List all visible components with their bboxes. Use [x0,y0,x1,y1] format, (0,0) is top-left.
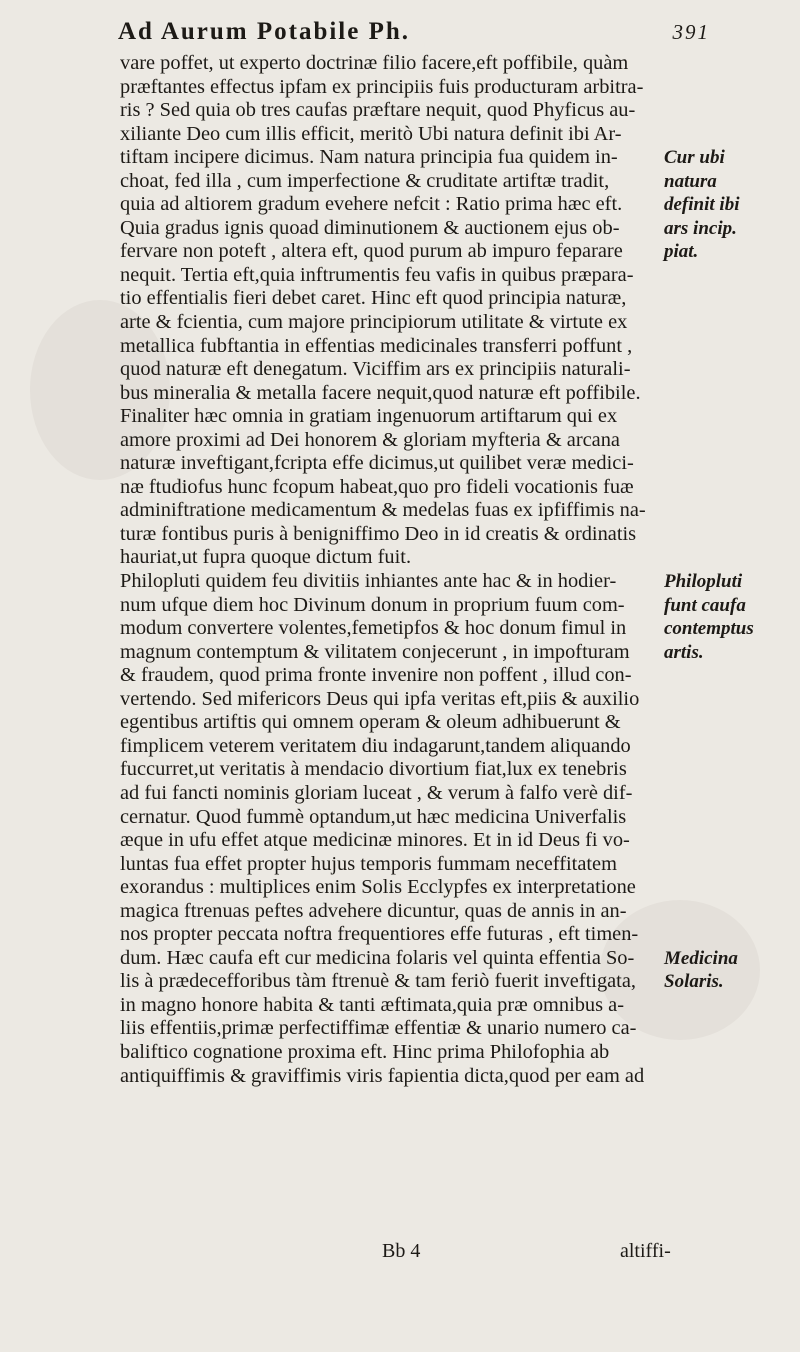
margin-spacer [664,664,792,688]
margin-spacer [664,123,792,147]
margin-note: Philopluti [664,571,743,593]
margin-spacer [664,1041,792,1065]
text-line: vertendo. Sed mifericors Deus qui ipfa veritas eft,piis & auxilio [120,687,640,710]
text-line: Quia gradus ignis quoad diminutionem & auctionem ejus ob- [120,216,620,239]
text-line: adminiftratione medicamentum & medelas fuas ex ipfiffimis na- [120,499,646,522]
margin-spacer [664,452,792,476]
text-line: choat, fed illa , cum imperfectione & cruditate artiftæ tradit, [120,169,610,192]
margin-note: natura [664,170,717,192]
text-line: metallica fubftantia in effentias medicinales transferri poffunt , [120,334,633,357]
text-line: quod naturæ eft denegatum. Viciffim ars ex principiis naturali- [120,358,631,381]
text-line: antiquiffimis & graviffimis viris fapientia dicta,quod per eam ad [120,1064,645,1087]
text-line: nos propter peccata noftra frequentiores effe futuras , eft timen- [120,923,639,946]
body-text [120,52,660,1088]
margin-spacer [664,923,792,947]
margin-spacer [664,782,792,806]
margin-spacer [664,829,792,853]
text-line: lis à prædecefforibus tàm ftrenuè & tam feriò fuerit inveftigata, [120,970,636,993]
text-line: magica ftrenuas peftes advehere dicuntur, quas de annis in an- [120,899,627,922]
text-line: turæ fontibus puris à benigniffimo Deo in id creatis & ordinatis [120,522,637,545]
text-line: hauriat,ut fupra quoque dictum fuit. [120,546,412,569]
text-line: bus mineralia & metalla facere nequit,quod naturæ eft poffibile. [120,381,641,404]
margin-note: Medicina [664,947,738,969]
text-line: cernatur. Quod fummè optandum,ut hæc medicina Univerfalis [120,805,627,828]
text-line: Philopluti quidem feu divitiis inhiantes ante hac & in hodier- [120,570,617,593]
text-line: ris ? Sed quia ob tres caufas præftare nequit, quod Phyficus au- [120,99,636,122]
margin-spacer [664,900,792,924]
text-line: modum convertere volentes,femetipfos & hoc donum fimul in [120,617,627,640]
margin-spacer [664,499,792,523]
margin-spacer [664,99,792,123]
margin-spacer [664,405,792,429]
margin-spacer [664,476,792,500]
catchword: altiffi- [620,1240,671,1262]
margin-spacer [664,52,792,76]
text-line: dum. Hæc caufa eft cur medicina folaris vel quinta effentia So- [120,946,635,969]
text-line: Finaliter hæc omnia in gratiam ingenuorum artiftarum qui ex [120,405,618,428]
margin-note: Cur ubi [664,147,725,169]
text-line: fimplicem veterem veritatem diu indagarunt,tandem aliquando [120,734,631,757]
text-line: exorandus : multiplices enim Solis Ecclypfes ex interpretatione [120,876,636,899]
margin-spacer [664,335,792,359]
text-line: quia ad altiorem gradum evehere nefcit : Ratio prima hæc eft. [120,193,623,216]
text-line: amore proximi ad Dei honorem & gloriam myfteria & arcana [120,428,620,451]
text-line: arte & fcientia, cum majore principiorum utilitate & virtute ex [120,311,628,334]
text-line: vare poffet, ut experto doctrinæ filio facere,eft poffibile, quàm [120,52,629,74]
text-line: num ufque diem hoc Divinum donum in proprium fuum com- [120,593,625,616]
text-line: xiliante Deo cum illis efficit, meritò Ubi natura definit ibi Ar- [120,122,622,145]
text-line: luntas fua effet propter hujus temporis fummam neceffitatem [120,852,617,875]
margin-spacer [664,523,792,547]
margin-spacer [664,806,792,830]
margin-note: funt caufa [664,594,746,616]
page-number: 391 [672,20,710,44]
text-line: liis effentiis,primæ perfectiffimæ effentiæ & unario numero ca- [120,1017,637,1040]
margin-spacer [664,358,792,382]
margin-spacer [664,853,792,877]
text-line: næ ftudiofus hunc fcopum habeat,quo pro fideli vocationis fuæ [120,475,634,498]
margin-spacer [664,688,792,712]
margin-spacer [664,994,792,1018]
text-line: egentibus artiftis qui omnem operam & oleum adhibuerunt & [120,711,621,734]
margin-spacer [664,429,792,453]
text-line: magnum contemptum & vilitatem conjecerunt , in impofturam [120,640,630,663]
margin-spacer [664,264,792,288]
margin-spacer [664,876,792,900]
text-line: tiftam incipere dicimus. Nam natura principia fua quidem in- [120,146,618,169]
signature-mark: Bb 4 [382,1240,421,1262]
text-line: in magno honore habita & tanti æftimata,quia præ omnibus a- [120,993,625,1016]
margin-spacer [664,758,792,782]
text-line: baliftico cognatione proxima eft. Hinc prima Philofophia ab [120,1040,610,1063]
text-line: tio effentialis fieri debet caret. Hinc eft quod principia naturæ, [120,287,627,310]
margin-note: Solaris. [664,971,724,993]
margin-spacer [664,1017,792,1041]
margin-note: contemptus [664,618,754,640]
margin-note: piat. [664,241,699,263]
text-line: nequit. Tertia eft,quia inftrumentis feu vafis in quibus præpara- [120,263,634,286]
margin-spacer [664,287,792,311]
margin-spacer [664,711,792,735]
running-head-title: Ad Aurum Potabile Ph. [118,18,411,45]
text-line: fervare non poteft , altera eft, quod purum ab impuro feparare [120,240,623,263]
page-footer [120,1240,720,1266]
text-line: fuccurret,ut veritatis à mendacio divortium fiat,lux ex tenebris [120,758,627,781]
running-head [110,14,710,48]
margin-spacer [664,546,792,570]
margin-spacer [664,382,792,406]
margin-spacer [664,735,792,759]
margin-note: ars incip. [664,217,737,239]
text-line: æque in ufu effet atque medicinæ minores. Et in id Deus fi vo- [120,829,630,852]
text-line: ad fui fancti nominis gloriam luceat , & verum à falfo verè dif- [120,781,633,804]
text-line: & fraudem, quod prima fronte invenire non poffent , illud con- [120,664,632,687]
margin-note: definit ibi [664,194,740,216]
margin-spacer [664,311,792,335]
text-line: præftantes effectus ipfam ex principiis fuis producturam arbitra- [120,75,644,98]
margin-spacer [664,76,792,100]
text-line: naturæ inveftigant,fcripta effe dicimus,ut quilibet veræ medici- [120,452,634,475]
margin-spacer [664,1065,792,1089]
margin-note: artis. [664,641,704,663]
margin-notes [664,52,792,1088]
